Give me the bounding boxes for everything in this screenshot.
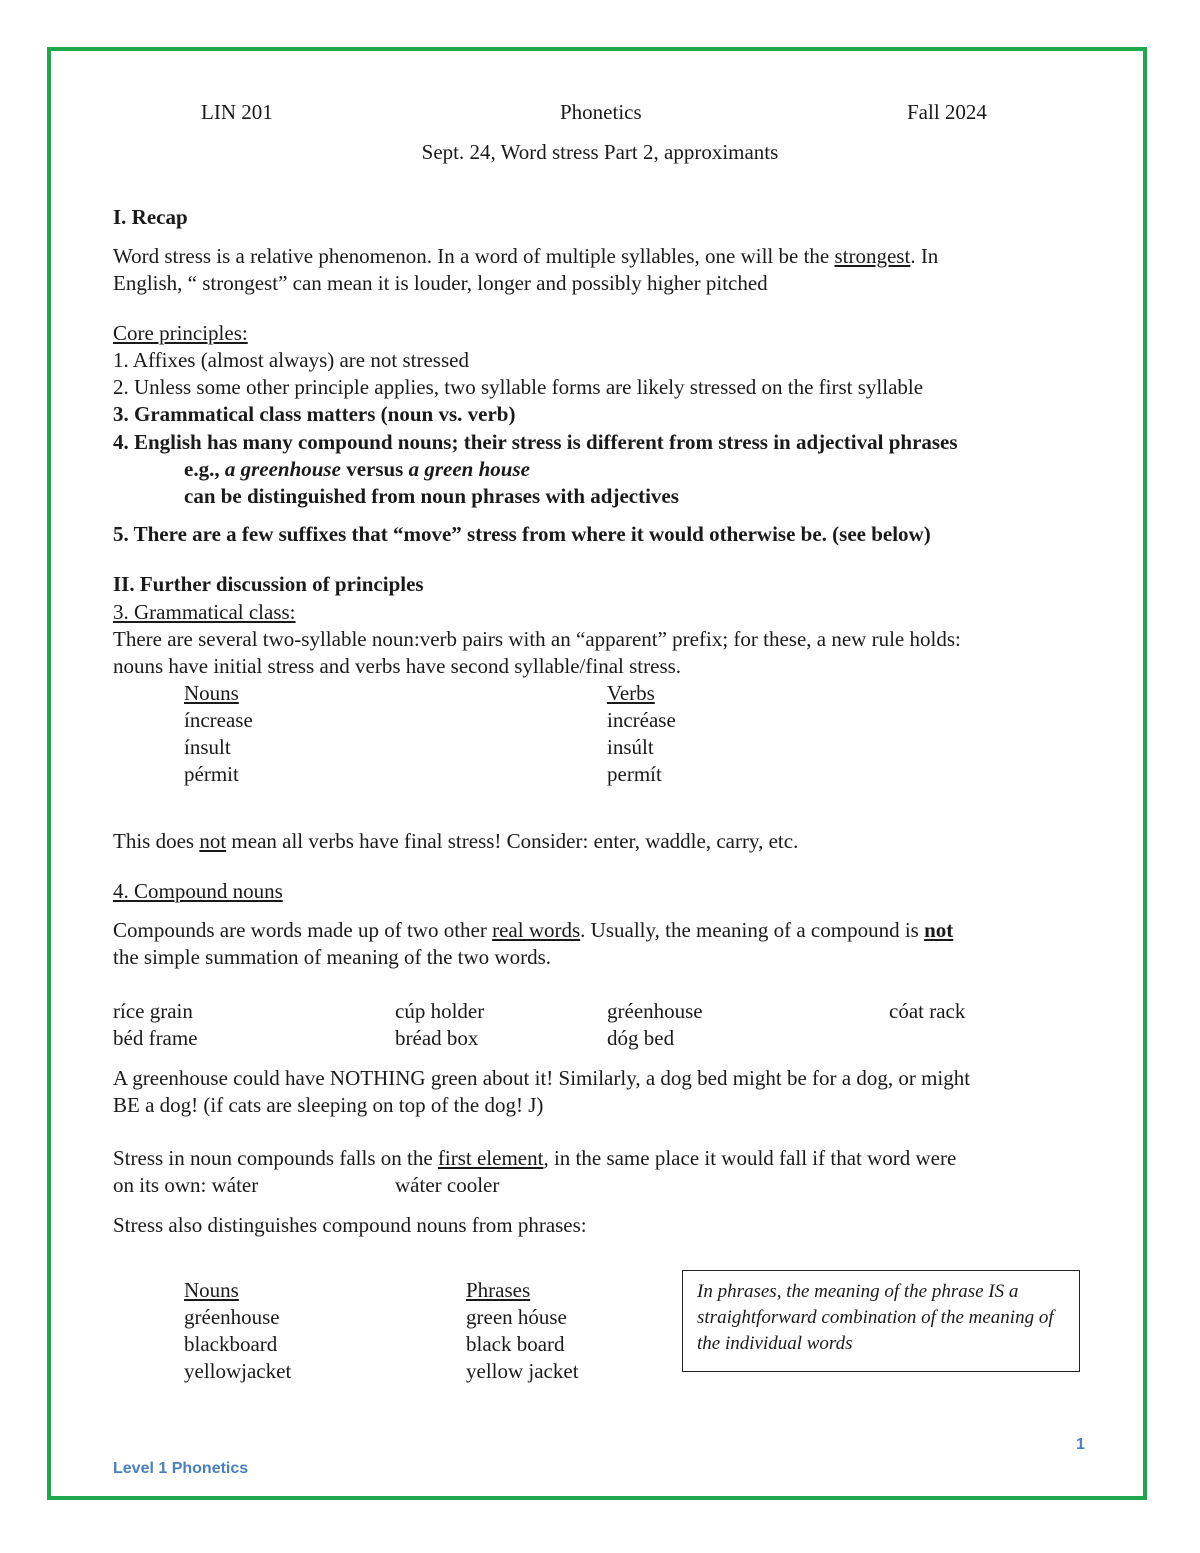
grammatical-class-line2: nouns have initial stress and verbs have second syllable/final stress.	[113, 654, 682, 678]
verbs-column-header: Verbs	[607, 681, 655, 705]
footer-label: Level 1 Phonetics	[113, 1460, 249, 1477]
compound-noun-item: blackboard	[184, 1332, 278, 1356]
compound-nouns-column-header: Nouns	[184, 1278, 239, 1302]
greenhouse-paragraph-line2: BE a dog! (if cats are sleeping on top of the dog! J)	[113, 1093, 544, 1117]
compound-nouns-heading: 4. Compound nouns	[113, 879, 283, 903]
compound-example: cóat rack	[889, 999, 966, 1023]
phrases-column-header: Phrases	[466, 1278, 531, 1302]
course-subject: Phonetics	[560, 100, 642, 124]
noun-item: ínsult	[184, 735, 231, 759]
core-principles-label: Core principles:	[113, 321, 248, 345]
principle-2: 2. Unless some other principle applies, two syllable forms are likely stressed on the first syllable	[113, 375, 924, 399]
noun-item: pérmit	[184, 762, 239, 786]
principle-5: 5. There are a few suffixes that “move” stress from where it would otherwise be. (see below)	[113, 522, 931, 546]
compound-example: dóg bed	[607, 1026, 675, 1050]
further-heading: II. Further discussion of principles	[113, 572, 424, 596]
page-number: 1	[1076, 1436, 1085, 1453]
compound-example: béd frame	[113, 1026, 198, 1050]
greenhouse-paragraph-line1: A greenhouse could have NOTHING green about it! Similarly, a dog bed might be for a dog, or might	[113, 1066, 971, 1090]
principle-4-example-line2: can be distinguished from noun phrases with adjectives	[184, 484, 679, 508]
stress-rule-example: wáter cooler	[395, 1173, 500, 1197]
compound-definition-line2: the simple summation of meaning of the two words.	[113, 945, 552, 969]
stress-rule-line2: on its own: wáter	[113, 1173, 259, 1197]
phrases-intro: Stress also distinguishes compound nouns from phrases:	[113, 1213, 587, 1237]
compound-example: cúp holder	[395, 999, 485, 1023]
compound-definition-line1: Compounds are words made up of two other real words. Usually, the meaning of a compound is not	[113, 918, 954, 942]
course-code: LIN 201	[201, 100, 273, 124]
nouns-column-header: Nouns	[184, 681, 239, 705]
recap-heading: I. Recap	[113, 205, 188, 229]
phrase-item: yellow jacket	[466, 1359, 579, 1383]
compound-noun-item: yellowjacket	[184, 1359, 292, 1383]
phrase-meaning-note-box	[682, 1270, 1080, 1372]
phrase-meaning-note-text: In phrases, the meaning of the phrase IS a straightforward combination of the meaning of the individual words	[697, 1281, 1054, 1354]
noun-item: íncrease	[184, 708, 253, 732]
recap-paragraph-line1: Word stress is a relative phenomenon. In a word of multiple syllables, one will be the strongest. In	[113, 244, 939, 268]
course-term: Fall 2024	[907, 100, 987, 124]
grammatical-class-subheading: 3. Grammatical class:	[113, 600, 296, 624]
principle-3: 3. Grammatical class matters (noun vs. verb)	[113, 402, 516, 426]
principle-4-example: e.g., a greenhouse versus a green house	[184, 457, 530, 481]
compound-example: ríce grain	[113, 999, 193, 1023]
grammatical-class-line1: There are several two-syllable noun:verb pairs with an “apparent” prefix; for these, a new rule holds:	[113, 627, 961, 651]
compound-example: gréenhouse	[607, 999, 703, 1023]
stress-rule-line1: Stress in noun compounds falls on the first element, in the same place it would fall if that word were	[113, 1146, 957, 1170]
phrase-item: black board	[466, 1332, 565, 1356]
verb-item: permít	[607, 762, 662, 786]
recap-paragraph-line2: English, “ strongest” can mean it is louder, longer and possibly higher pitched	[113, 271, 768, 295]
verb-item: insúlt	[607, 735, 654, 759]
phrase-item: green hóuse	[466, 1305, 567, 1329]
verb-item: incréase	[607, 708, 676, 732]
lecture-subtitle: Sept. 24, Word stress Part 2, approximants	[421, 140, 779, 164]
principle-1: 1. Affixes (almost always) are not stressed	[113, 348, 469, 372]
compound-example: bréad box	[395, 1026, 479, 1050]
principle-4: 4. English has many compound nouns; their stress is different from stress in adjectival phrases	[113, 430, 958, 454]
final-stress-note: This does not mean all verbs have final stress! Consider: enter, waddle, carry, etc.	[113, 829, 799, 853]
compound-noun-item: gréenhouse	[184, 1305, 280, 1329]
